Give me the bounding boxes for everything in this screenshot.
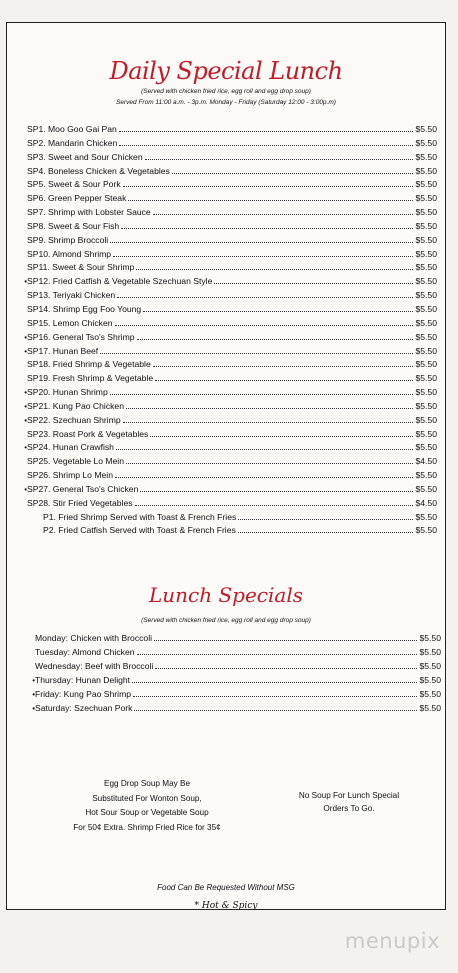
menu-item-name: SP10. Almond Shrimp bbox=[27, 248, 112, 259]
menu-item-price: $5.50 bbox=[415, 345, 437, 356]
menu-item bbox=[21, 523, 441, 537]
dot-leader bbox=[137, 330, 413, 340]
soup-substitution-note bbox=[67, 777, 227, 835]
menu-item-price: $5.50 bbox=[415, 525, 437, 536]
menu-item-price: $5.50 bbox=[415, 317, 437, 328]
menu-item-name: SP1. Moo Goo Gai Pan bbox=[27, 124, 117, 134]
menu-item-name: SP3. Sweet and Sour Chicken bbox=[27, 151, 143, 162]
menu-item-price: $5.50 bbox=[415, 290, 437, 301]
menu-item bbox=[21, 371, 441, 385]
hot-spicy-marker: • bbox=[32, 704, 35, 713]
menu-item-price: $5.50 bbox=[415, 483, 437, 494]
menu-item bbox=[21, 344, 441, 358]
hot-spicy-marker: • bbox=[24, 332, 27, 342]
menu-item-name: Wednesday: Beef with Broccoli bbox=[35, 661, 154, 671]
daily-special-title: Daily Special Lunch bbox=[109, 57, 343, 85]
menu-item-price: $4.50 bbox=[415, 497, 437, 508]
menu-item-name: SP26. Shrimp Lo Mein bbox=[27, 470, 113, 481]
note-line: Substituted For Wonton Soup, bbox=[92, 793, 202, 803]
menu-item bbox=[21, 385, 441, 399]
menu-item bbox=[21, 510, 441, 524]
menu-item bbox=[21, 177, 441, 191]
menu-item-price: $5.50 bbox=[415, 262, 437, 273]
menu-item-name: SP12. Fried Catfish & Vegetable Szechuan Style bbox=[27, 276, 213, 287]
dot-leader bbox=[155, 371, 413, 381]
menu-item-price: $5.50 bbox=[419, 689, 441, 699]
menu-item-name: SP18. Fried Shrimp & Vegetable bbox=[27, 359, 151, 370]
menu-item-name: SP19. Fresh Shrimp & Vegetable bbox=[27, 373, 154, 384]
menu-item-name: SP8. Sweet & Sour Fish bbox=[27, 220, 120, 231]
dot-leader bbox=[132, 673, 417, 683]
menu-item-name: P1. Fried Shrimp Served with Toast & French Fries bbox=[43, 511, 237, 522]
dot-leader bbox=[137, 645, 417, 655]
menu-item-name: Monday: Chicken with Broccoli bbox=[35, 633, 153, 643]
dot-leader bbox=[238, 523, 413, 533]
menu-item-name: SP13. Teriyaki Chicken bbox=[27, 290, 116, 301]
dot-leader bbox=[119, 122, 413, 132]
dot-leader bbox=[100, 344, 413, 354]
dot-leader bbox=[135, 496, 413, 506]
menu-item-name: SP23. Roast Pork & Vegetables bbox=[27, 428, 149, 439]
note-line: No Soup For Lunch Special bbox=[298, 791, 400, 800]
menu-item-price: $5.50 bbox=[415, 303, 437, 314]
menu-item bbox=[21, 191, 441, 205]
menu-item bbox=[29, 673, 445, 687]
menu-item-name: SP2. Mandarin Chicken bbox=[27, 137, 118, 148]
menu-item bbox=[21, 496, 441, 510]
menu-item-price: $5.50 bbox=[419, 647, 441, 657]
menu-item-price: $5.50 bbox=[419, 661, 441, 671]
menu-item-name: SP11. Sweet & Sour Shrimp bbox=[27, 262, 135, 273]
lunch-subtitle: (Served with chicken fried rice, egg roll and egg drop soup) bbox=[141, 617, 311, 624]
menu-item bbox=[21, 288, 441, 302]
daily-special-list bbox=[21, 122, 441, 537]
note-line: Egg Drop Soup May Be bbox=[103, 779, 191, 788]
menu-item-name: SP20. Hunan Shrimp bbox=[27, 387, 108, 398]
menu-item-name: SP27. General Tso's Chicken bbox=[27, 483, 139, 494]
dot-leader bbox=[110, 233, 413, 243]
menu-item bbox=[21, 330, 441, 344]
hot-spicy-marker: • bbox=[32, 676, 35, 685]
dot-leader bbox=[121, 219, 413, 229]
hot-spicy-marker: • bbox=[24, 277, 27, 287]
menu-item-price: $5.50 bbox=[415, 124, 437, 134]
dot-leader bbox=[153, 205, 413, 215]
menu-item bbox=[29, 659, 445, 673]
note-line: Orders To Go. bbox=[323, 804, 375, 813]
menu-item-price: $5.50 bbox=[415, 165, 437, 176]
menu-item-price: $4.50 bbox=[415, 456, 437, 467]
hot-spicy-marker: • bbox=[24, 346, 27, 356]
dot-leader bbox=[133, 687, 417, 697]
menu-item bbox=[21, 260, 441, 274]
lunch-specials-list bbox=[29, 631, 445, 715]
to-go-note bbox=[289, 789, 409, 815]
dot-leader bbox=[143, 302, 413, 312]
hot-spicy-marker: • bbox=[24, 388, 27, 398]
menu-item bbox=[29, 701, 445, 715]
menu-item bbox=[21, 122, 441, 136]
menu-item-price: $5.50 bbox=[415, 470, 437, 481]
dot-leader bbox=[119, 136, 413, 146]
dot-leader bbox=[115, 468, 413, 478]
menu-item bbox=[21, 219, 441, 233]
dot-leader bbox=[117, 288, 413, 298]
menu-item-price: $5.50 bbox=[415, 234, 437, 245]
menu-item bbox=[21, 482, 441, 496]
menupix-watermark: menupix bbox=[344, 929, 440, 953]
menu-item bbox=[21, 413, 441, 427]
menu-item-name: SP14. Shrimp Egg Foo Young bbox=[27, 303, 142, 314]
menu-item-name: Thursday: Hunan Delight bbox=[35, 675, 131, 685]
menu-item-name: SP15. Lemon Chicken bbox=[27, 317, 113, 328]
menu-item-name: SP5. Sweet & Sour Pork bbox=[27, 179, 121, 190]
menu-item bbox=[21, 357, 441, 371]
dot-leader bbox=[136, 260, 413, 270]
hot-spicy-marker: • bbox=[24, 484, 27, 494]
menu-item-name: SP17. Hunan Beef bbox=[27, 345, 99, 356]
menu-item bbox=[21, 150, 441, 164]
menu-item-name: SP22. Szechuan Shrimp bbox=[27, 414, 121, 425]
menu-item bbox=[21, 454, 441, 468]
dot-leader bbox=[110, 385, 413, 395]
menu-item-price: $5.50 bbox=[415, 400, 437, 411]
menu-item-price: $5.50 bbox=[419, 633, 441, 643]
menu-item-name: SP16. General Tso's Shrimp bbox=[27, 331, 135, 342]
menu-item-price: $5.50 bbox=[415, 151, 437, 162]
menu-item-name: SP4. Boneless Chicken & Vegetables bbox=[27, 165, 170, 176]
dot-leader bbox=[128, 191, 413, 201]
menu-item-name: SP28. Stir Fried Vegetables bbox=[27, 497, 133, 508]
menu-item bbox=[21, 399, 441, 413]
dot-leader bbox=[140, 482, 413, 492]
dot-leader bbox=[172, 164, 413, 174]
menu-item bbox=[29, 687, 445, 701]
menu-item-name: SP21. Kung Pao Chicken bbox=[27, 400, 124, 411]
menu-item-price: $5.50 bbox=[415, 331, 437, 342]
hot-spicy-marker: • bbox=[24, 401, 27, 411]
menu-item-name: SP24. Hunan Crawfish bbox=[27, 442, 114, 453]
dot-leader bbox=[113, 247, 413, 257]
menu-item-price: $5.50 bbox=[415, 207, 437, 218]
menu-item-name: Friday: Kung Pao Shrimp bbox=[35, 689, 132, 699]
menu-item bbox=[21, 136, 441, 150]
dot-leader bbox=[155, 659, 417, 669]
menu-item bbox=[29, 645, 445, 659]
menu-item-price: $5.50 bbox=[415, 442, 437, 453]
menu-item-name: Saturday: Szechuan Pork bbox=[35, 703, 133, 713]
dot-leader bbox=[150, 427, 413, 437]
hot-spicy-marker: • bbox=[24, 443, 27, 453]
daily-subtitle: (Served with chicken fried rice, egg roll and egg drop soup) bbox=[141, 88, 311, 95]
note-line: For 50¢ Extra. Shrimp Fried Rice for 35¢ bbox=[73, 822, 221, 832]
menu-item-price: $5.50 bbox=[415, 428, 437, 439]
dot-leader bbox=[214, 274, 413, 284]
menu-item bbox=[29, 631, 445, 645]
dot-leader bbox=[126, 399, 413, 409]
msg-note: Food Can Be Requested Without MSG bbox=[157, 883, 295, 892]
menu-item bbox=[21, 233, 441, 247]
lunch-specials-title: Lunch Specials bbox=[148, 583, 303, 607]
menu-item-price: $5.50 bbox=[415, 179, 437, 190]
menu-item-price: $5.50 bbox=[415, 359, 437, 370]
menu-item bbox=[21, 274, 441, 288]
menu-item bbox=[21, 468, 441, 482]
menu-item-price: $5.50 bbox=[419, 675, 441, 685]
menu-item bbox=[21, 302, 441, 316]
menu-item-name: Tuesday: Almond Chicken bbox=[35, 647, 135, 657]
menu-item-price: $5.50 bbox=[415, 387, 437, 398]
dot-leader bbox=[115, 316, 413, 326]
menu-item-price: $5.50 bbox=[419, 703, 441, 713]
menu-page bbox=[6, 22, 446, 910]
hot-spicy-marker: • bbox=[32, 690, 35, 699]
menu-item bbox=[21, 205, 441, 219]
menu-item bbox=[21, 440, 441, 454]
menu-item-price: $5.50 bbox=[415, 137, 437, 148]
menu-item-name: SP9. Shrimp Broccoli bbox=[27, 234, 109, 245]
menu-item-name: SP25. Vegetable Lo Mein bbox=[27, 456, 124, 467]
menu-item-name: SP6. Green Pepper Steak bbox=[27, 193, 127, 204]
dot-leader bbox=[116, 440, 413, 450]
dot-leader bbox=[126, 454, 413, 464]
dot-leader bbox=[145, 150, 413, 160]
menu-item bbox=[21, 316, 441, 330]
dot-leader bbox=[153, 357, 413, 367]
menu-item-price: $5.50 bbox=[415, 193, 437, 204]
hot-spicy-legend: * Hot & Spicy bbox=[194, 901, 258, 911]
menu-item-price: $5.50 bbox=[415, 414, 437, 425]
note-line: Hot Sour Soup or Vegetable Soup bbox=[85, 808, 209, 817]
menu-item-price: $5.50 bbox=[415, 276, 437, 287]
menu-item bbox=[21, 247, 441, 261]
menu-item-price: $5.50 bbox=[415, 373, 437, 384]
dot-leader bbox=[134, 701, 417, 711]
dot-leader bbox=[123, 413, 413, 423]
dot-leader bbox=[154, 631, 417, 641]
menu-item-price: $5.50 bbox=[415, 248, 437, 259]
hot-spicy-marker: • bbox=[24, 415, 27, 425]
dot-leader bbox=[123, 177, 413, 187]
daily-hours: Served From 11:00 a.m. - 3p.m. Monday - Friday (Saturday 12:00 - 3:00p.m) bbox=[116, 99, 336, 106]
menu-item-price: $5.50 bbox=[415, 220, 437, 231]
menu-item bbox=[21, 427, 441, 441]
dot-leader bbox=[238, 510, 413, 520]
menu-item-name: P2. Fried Catfish Served with Toast & French Fries bbox=[43, 525, 236, 536]
menu-item-name: SP7. Shrimp with Lobster Sauce bbox=[27, 207, 151, 218]
menu-item-price: $5.50 bbox=[415, 511, 437, 522]
menu-item bbox=[21, 164, 441, 178]
